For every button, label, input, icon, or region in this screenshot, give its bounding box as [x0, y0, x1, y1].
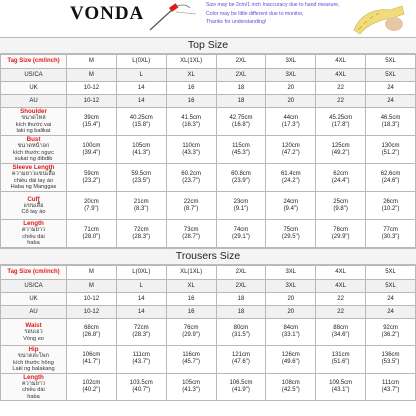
measurement-label — [1, 136, 67, 164]
value-cm: 126cm — [281, 352, 300, 359]
table-cell: 14 — [116, 293, 166, 306]
table-cell: 22 — [316, 293, 366, 306]
measurement-value-cell — [216, 108, 266, 136]
measurement-row — [1, 164, 416, 192]
table-cell: UK — [1, 293, 67, 306]
table-cell: M — [67, 69, 117, 82]
value-inch: (28.3") — [132, 332, 151, 338]
value-inch: (10.2") — [381, 205, 400, 212]
table-cell: 4XL — [316, 280, 366, 293]
measurement-name: Sleeve Length — [12, 164, 55, 172]
value-inch: (45.7") — [182, 359, 201, 366]
measurement-translation: Vòng eo — [23, 335, 44, 342]
value-cm: 20cm — [84, 198, 99, 205]
value-cm: 105cm — [182, 379, 201, 386]
value-inch: (16.8") — [232, 121, 250, 128]
measurement-name: Bust — [26, 136, 41, 144]
measurement-row — [1, 373, 416, 401]
measurement-row — [1, 319, 416, 346]
value-inch: (28.7") — [182, 233, 201, 240]
measuring-tape-icon — [146, 2, 202, 34]
table-cell: 10-12 — [67, 82, 117, 95]
value-inch: (26.8") — [82, 332, 101, 338]
value-inch: (47.6") — [232, 359, 250, 366]
table-cell: 14 — [116, 306, 166, 319]
table-cell: 4XL — [316, 69, 366, 82]
table-header-cell: M — [67, 266, 117, 280]
measurement-value-cell — [166, 136, 216, 164]
table-header-cell: 3XL — [266, 55, 316, 69]
table-cell: 10-12 — [67, 306, 117, 319]
measurement-value-cell — [266, 319, 316, 346]
measurement-label — [1, 319, 67, 346]
measurement-value-cell — [216, 373, 266, 401]
note-line: Thanks for understanding! — [206, 19, 267, 26]
value-cm: 110cm — [182, 142, 200, 149]
value-inch: (29.1") — [232, 233, 250, 240]
table-cell: 5XL — [366, 280, 416, 293]
value-cm: 111cm — [381, 379, 400, 386]
value-inch: (23.2") — [82, 177, 101, 184]
table-cell: M — [67, 280, 117, 293]
measurement-translation: chiều dài tay áo — [13, 177, 54, 184]
value-cm: 92cm — [383, 325, 398, 331]
measurement-label — [1, 108, 67, 136]
measurement-value-cell — [366, 136, 416, 164]
value-cm: 120cm — [281, 142, 300, 149]
measurement-value-cell — [316, 346, 366, 374]
measurement-label — [1, 220, 67, 248]
measurement-value-cell — [366, 192, 416, 220]
value-inch: (9.1") — [233, 205, 249, 212]
measurement-label — [1, 164, 67, 192]
value-cm: 62cm — [333, 170, 348, 177]
measurement-value-cell — [67, 108, 117, 136]
value-cm: 25cm — [333, 198, 348, 205]
table-cell: 24 — [366, 82, 416, 95]
measurement-value-cell — [166, 346, 216, 374]
value-inch: (42.5") — [281, 386, 300, 393]
measurement-value-cell — [266, 373, 316, 401]
measurement-value-cell — [266, 220, 316, 248]
value-inch: (41.7") — [82, 359, 101, 366]
table-cell: US/CA — [1, 280, 67, 293]
value-cm: 100cm — [82, 142, 101, 149]
value-inch: (17.8") — [331, 121, 350, 128]
value-cm: 39cm — [84, 114, 99, 121]
measurement-translation: haba — [27, 393, 40, 400]
measurement-translation: แขนเสื้อ — [23, 202, 44, 209]
value-inch: (43.7") — [132, 359, 151, 366]
value-inch: (29.5") — [281, 233, 300, 240]
value-inch: (24.4") — [331, 177, 350, 184]
value-inch: (24.6") — [381, 177, 400, 184]
value-cm: 115cm — [232, 142, 250, 149]
table-header-row — [1, 55, 416, 69]
measurement-value-cell — [216, 220, 266, 248]
table-row — [1, 69, 416, 82]
measurement-translation: sukat ng dibdib — [14, 156, 53, 163]
measurement-value-cell — [116, 346, 166, 374]
value-inch: (41.3") — [182, 386, 201, 393]
value-cm: 24cm — [283, 198, 299, 205]
value-cm: 46.5cm — [380, 114, 401, 121]
table-header-cell: M — [67, 55, 117, 69]
measurement-value-cell — [366, 220, 416, 248]
measurement-translation: laki ng balikat — [16, 128, 51, 135]
measurement-value-cell — [67, 346, 117, 374]
measurement-value-cell — [316, 220, 366, 248]
measurement-value-cell — [316, 108, 366, 136]
measurement-value-cell — [316, 319, 366, 346]
value-cm: 73cm — [183, 226, 199, 233]
table-cell: 14 — [116, 82, 166, 95]
table-header-cell: Tag Size (cm/inch) — [1, 55, 67, 69]
value-cm: 59cm — [84, 170, 99, 177]
measurement-value-cell — [116, 319, 166, 346]
measurement-value-cell — [166, 220, 216, 248]
value-cm: 109.5cm — [329, 379, 353, 386]
table-cell: 16 — [166, 306, 216, 319]
value-cm: 130cm — [381, 142, 400, 149]
value-cm: 60.2cm — [181, 170, 201, 177]
measurement-row — [1, 136, 416, 164]
measurement-translation: chiều dài — [22, 387, 45, 393]
value-cm: 77cm — [383, 226, 398, 233]
top-size-title: Top Size — [0, 37, 416, 54]
top-size-table — [0, 54, 416, 248]
measurement-value-cell — [116, 136, 166, 164]
measurement-value-cell — [166, 108, 216, 136]
measurement-value-cell — [216, 164, 266, 192]
measurement-name: Length — [23, 373, 44, 381]
table-cell: 18 — [216, 82, 266, 95]
table-cell: 2XL — [216, 69, 266, 82]
measurement-value-cell — [266, 192, 316, 220]
measurement-value-cell — [316, 373, 366, 401]
table-cell: 24 — [366, 306, 416, 319]
measurement-value-cell — [116, 164, 166, 192]
note-line: Color may be little different due to monitor, — [206, 10, 304, 17]
value-inch: (39.4") — [82, 149, 101, 156]
table-cell: 22 — [316, 306, 366, 319]
measurement-value-cell — [266, 164, 316, 192]
value-cm: 108cm — [281, 379, 300, 386]
measurement-value-cell — [116, 373, 166, 401]
value-inch: (9.8") — [333, 205, 348, 212]
value-cm: 40.25cm — [129, 114, 153, 121]
table-cell: 16 — [166, 95, 216, 108]
measurement-row — [1, 346, 416, 374]
value-cm: 111cm — [132, 352, 150, 359]
value-cm: 21cm — [133, 198, 149, 205]
value-cm: 106.5cm — [229, 379, 253, 386]
value-cm: 84cm — [283, 325, 299, 331]
measurement-translation: haba — [27, 240, 40, 247]
value-cm: 76cm — [183, 325, 199, 331]
value-inch: (15.8") — [132, 121, 151, 128]
table-cell: 5XL — [366, 69, 416, 82]
value-cm: 88cm — [333, 325, 348, 331]
table-row — [1, 280, 416, 293]
value-inch: (23.9") — [232, 177, 250, 184]
table-row — [1, 82, 416, 95]
value-inch: (33.1") — [281, 332, 300, 338]
value-inch: (28.3") — [132, 233, 151, 240]
value-inch: (45.3") — [232, 149, 250, 156]
measurement-value-cell — [266, 136, 316, 164]
table-header-cell: 4XL — [316, 55, 366, 69]
value-cm: 41.5cm — [181, 114, 201, 121]
measurement-value-cell — [366, 373, 416, 401]
measurement-translation: chiều dài — [22, 233, 45, 240]
measurement-translation: kích thước hông — [13, 359, 54, 366]
measurement-value-cell — [366, 319, 416, 346]
value-inch: (29.9") — [331, 233, 350, 240]
table-cell: 16 — [166, 293, 216, 306]
value-inch: (18.3") — [381, 121, 400, 128]
value-inch: (9.4") — [283, 205, 299, 212]
value-inch: (41.3") — [132, 149, 151, 156]
value-inch: (49.6") — [281, 359, 300, 366]
table-cell: AU — [1, 95, 67, 108]
table-cell: US/CA — [1, 69, 67, 82]
table-header-cell: 2XL — [216, 55, 266, 69]
value-inch: (29.9") — [182, 332, 201, 338]
brand-logo: VONDA — [70, 3, 145, 24]
table-row — [1, 95, 416, 108]
table-cell: 16 — [166, 82, 216, 95]
value-inch: (40.2") — [82, 386, 101, 393]
table-cell: UK — [1, 82, 67, 95]
value-inch: (23.5") — [132, 177, 151, 184]
measurement-value-cell — [67, 373, 117, 401]
table-cell: 2XL — [216, 280, 266, 293]
table-header-cell: 3XL — [266, 266, 316, 280]
table-cell: 3XL — [266, 69, 316, 82]
measurement-value-cell — [67, 136, 117, 164]
measurement-value-cell — [366, 108, 416, 136]
value-inch: (51.2") — [381, 149, 400, 156]
measurement-name: Length — [23, 220, 44, 228]
table-cell: 14 — [116, 95, 166, 108]
table-header-cell: L(0XL) — [116, 266, 166, 280]
table-cell: 20 — [266, 95, 316, 108]
table-cell: 24 — [366, 95, 416, 108]
value-inch: (43.3") — [182, 149, 201, 156]
value-inch: (34.6") — [331, 332, 350, 338]
value-cm: 44cm — [283, 114, 299, 121]
value-inch: (49.2") — [331, 149, 350, 156]
table-cell: XL — [166, 280, 216, 293]
measurement-translation: ขนาดสะโพก — [18, 353, 49, 359]
table-header-cell: 5XL — [366, 266, 416, 280]
value-inch: (47.2") — [281, 149, 300, 156]
value-cm: 72cm — [133, 226, 149, 233]
value-cm: 106cm — [82, 352, 101, 359]
measurement-value-cell — [316, 136, 366, 164]
measurement-value-cell — [216, 319, 266, 346]
table-cell: AU — [1, 306, 67, 319]
measurement-translation: Cổ tay áo — [21, 209, 46, 215]
value-cm: 76cm — [333, 226, 348, 233]
table-cell: 18 — [216, 306, 266, 319]
value-inch: (24.2") — [281, 177, 300, 184]
measurement-name: Shoulder — [20, 108, 47, 116]
value-cm: 75cm — [283, 226, 299, 233]
value-cm: 116cm — [182, 352, 200, 359]
measurement-value-cell — [67, 220, 117, 248]
value-inch: (15.4") — [82, 121, 101, 128]
table-cell: 20 — [266, 82, 316, 95]
note-line: Size may be 2cm/1 inch Inaccuracy due to hand measure, — [206, 2, 340, 8]
measurement-label — [1, 192, 67, 220]
measurement-value-cell — [316, 164, 366, 192]
value-cm: 26cm — [383, 198, 398, 205]
measurement-value-cell — [216, 136, 266, 164]
table-cell: 10-12 — [67, 293, 117, 306]
measurement-value-cell — [266, 108, 316, 136]
value-inch: (31.5") — [232, 332, 250, 338]
measurement-value-cell — [216, 346, 266, 374]
measurement-name: Cuff — [27, 195, 40, 203]
measurement-value-cell — [366, 164, 416, 192]
table-row — [1, 306, 416, 319]
measurement-translation: ขนาดหน้าอก — [17, 143, 50, 150]
measurement-value-cell — [266, 346, 316, 374]
value-inch: (8.7") — [183, 205, 199, 212]
measurement-value-cell — [166, 373, 216, 401]
measurement-value-cell — [216, 192, 266, 220]
table-cell: 20 — [266, 293, 316, 306]
value-inch: (36.2") — [381, 332, 400, 338]
value-cm: 23cm — [233, 198, 249, 205]
table-header-row — [1, 266, 416, 280]
value-cm: 103.5cm — [129, 379, 153, 386]
table-cell: L — [116, 280, 166, 293]
measurement-row — [1, 192, 416, 220]
value-cm: 131cm — [331, 352, 350, 359]
trousers-size-table — [0, 265, 416, 401]
measurement-value-cell — [166, 319, 216, 346]
value-inch: (40.7") — [132, 386, 151, 393]
value-inch: (28.0") — [82, 233, 101, 240]
table-cell: L — [116, 69, 166, 82]
value-cm: 62.6cm — [380, 170, 401, 177]
table-cell: 3XL — [266, 280, 316, 293]
measurement-name: Waist — [25, 322, 42, 329]
measurement-label — [1, 346, 67, 374]
value-cm: 105cm — [132, 142, 151, 149]
measurement-value-cell — [116, 192, 166, 220]
measurement-value-cell — [116, 220, 166, 248]
value-cm: 72cm — [133, 325, 149, 331]
value-cm: 80cm — [233, 325, 249, 331]
table-header-cell: 2XL — [216, 266, 266, 280]
value-cm: 121cm — [231, 352, 250, 359]
measurement-value-cell — [67, 192, 117, 220]
value-inch: (23.7") — [182, 177, 201, 184]
tape-measure-photo-icon — [348, 0, 408, 37]
value-cm: 74cm — [233, 226, 249, 233]
value-cm: 61.4cm — [280, 170, 301, 177]
value-inch: (17.3") — [281, 121, 300, 128]
value-cm: 125cm — [331, 142, 350, 149]
measurement-translation: ความยาวแขนเสื้อ — [11, 171, 56, 178]
measurement-value-cell — [67, 319, 117, 346]
value-cm: 22cm — [183, 198, 199, 205]
value-inch: (43.1") — [331, 386, 350, 393]
table-row — [1, 293, 416, 306]
table-cell: 20 — [266, 306, 316, 319]
table-cell: 22 — [316, 82, 366, 95]
value-cm: 102cm — [82, 379, 101, 386]
value-cm: 45.25cm — [329, 114, 353, 121]
measurement-translation: ความยาว — [21, 227, 46, 234]
value-inch: (53.5") — [381, 359, 400, 366]
measurement-name: Hip — [28, 346, 39, 353]
value-inch: (51.6") — [331, 359, 350, 366]
table-cell: 10-12 — [67, 95, 117, 108]
table-header-cell: L(0XL) — [116, 55, 166, 69]
measurement-label — [1, 373, 67, 401]
value-cm: 71cm — [84, 226, 99, 233]
measurement-value-cell — [166, 164, 216, 192]
value-cm: 42.75cm — [229, 114, 253, 121]
measurement-notes — [206, 1, 346, 27]
header — [0, 0, 416, 37]
value-cm: 60.8cm — [231, 170, 251, 177]
measurement-row — [1, 108, 416, 136]
measurement-translation: Laki ng balakang — [12, 366, 55, 372]
value-cm: 68cm — [84, 325, 99, 331]
value-inch: (41.9") — [232, 386, 250, 393]
measurement-translation: kích thước vai — [15, 121, 52, 128]
table-cell: 22 — [316, 95, 366, 108]
measurement-value-cell — [116, 108, 166, 136]
measurement-value-cell — [67, 164, 117, 192]
measurement-translation: Haba ng Manggas — [10, 184, 57, 191]
value-inch: (30.3") — [381, 233, 400, 240]
value-cm: 59.5cm — [131, 170, 152, 177]
value-inch: (43.7") — [381, 386, 400, 393]
measurement-value-cell — [166, 192, 216, 220]
table-cell: XL — [166, 69, 216, 82]
value-inch: (16.3") — [182, 121, 201, 128]
value-inch: (7.9") — [84, 205, 99, 212]
measurement-translation: ขนาดไหล่ — [21, 115, 46, 122]
table-header-cell: XL(1XL) — [166, 266, 216, 280]
measurement-value-cell — [366, 346, 416, 374]
trousers-size-title: Trousers Size — [0, 248, 416, 265]
table-cell: 24 — [366, 293, 416, 306]
measurement-translation: kích thước ngực — [12, 149, 54, 156]
table-header-cell: 5XL — [366, 55, 416, 69]
table-header-cell: XL(1XL) — [166, 55, 216, 69]
measurement-value-cell — [316, 192, 366, 220]
table-cell: 18 — [216, 95, 266, 108]
measurement-translation: ความยาว — [21, 380, 46, 387]
value-inch: (8.3") — [134, 205, 149, 212]
measurement-translation: รอบเอว — [24, 329, 43, 335]
table-header-cell: 4XL — [316, 266, 366, 280]
table-header-cell: Tag Size (cm/inch) — [1, 266, 67, 280]
table-cell: 18 — [216, 293, 266, 306]
measurement-row — [1, 220, 416, 248]
value-cm: 136cm — [381, 352, 400, 359]
